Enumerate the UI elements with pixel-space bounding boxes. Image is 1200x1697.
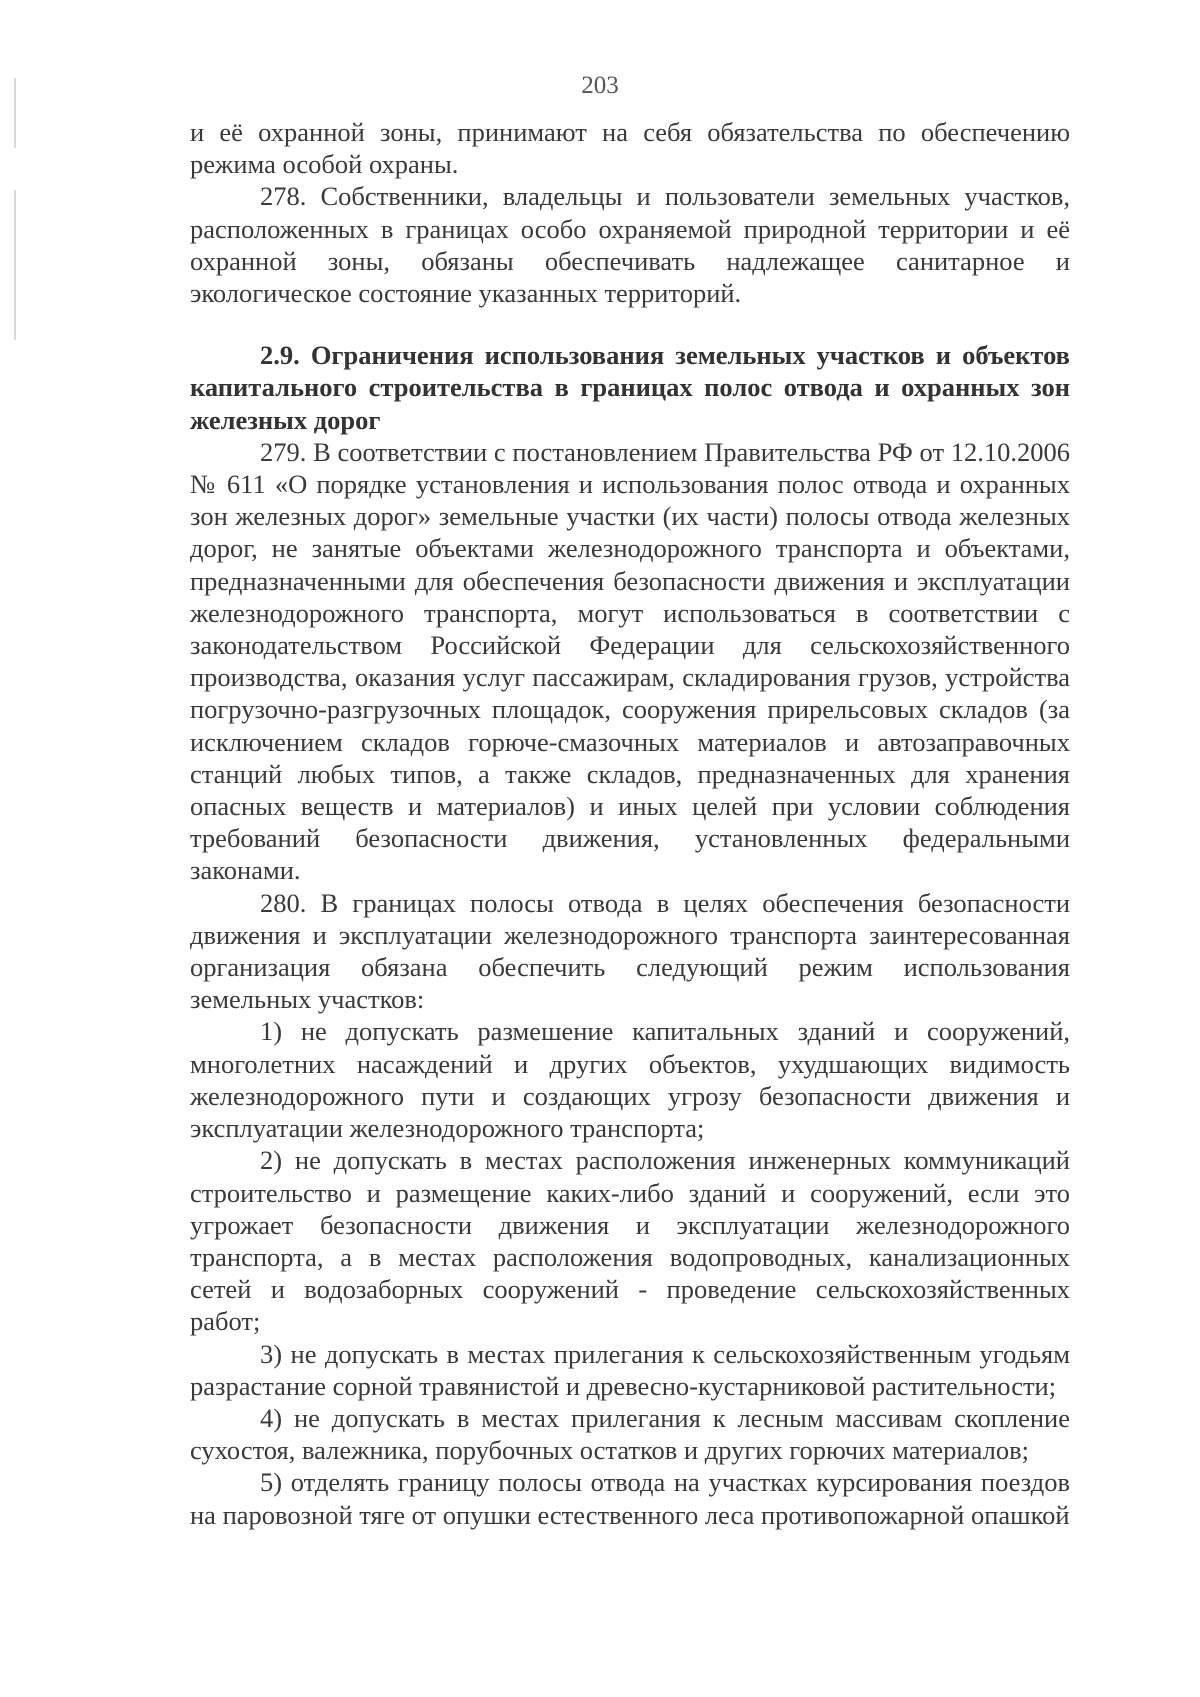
list-item-2: 2) не допускать в местах расположения инженерных коммуникаций строительство и размещение каких-либо зданий и сооружений, если это угрожает безопасности движения и эксплуатации железнодорожного транспорта, а в местах расположения водопроводных, канализационных сетей и водозаборных сооружений - проведение сельскохозяйственных работ; bbox=[190, 1145, 1070, 1337]
paragraph-continuation: и её охранной зоны, принимают на себя обязательства по обеспечению режима особой охраны. bbox=[190, 117, 1070, 180]
list-item-4: 4) не допускать в местах прилегания к лесным массивам скопление сухостоя, валежника, порубочных остатков и других горючих материалов; bbox=[190, 1402, 1070, 1466]
document-body bbox=[190, 116, 1070, 1531]
list-item-3: 3) не допускать в местах прилегания к сельскохозяйственным угодьям разрастание сорной травянистой и древесно-кустарниковой растительности; bbox=[190, 1338, 1070, 1401]
section-heading: 2.9. Ограничения использования земельных участков и объектов капитального строительства в границах полос отвода и охранных зон железных дорог bbox=[190, 340, 1070, 435]
list-item-5: 5) отделять границу полосы отвода на участках курсирования поездов на паровозной тяге от опушки естественного леса противопожарной опашкой bbox=[190, 1467, 1070, 1530]
page-number: 203 bbox=[581, 72, 619, 99]
paragraph-279: 279. В соответствии с постановлением Правительства РФ от 12.10.2006 № 611 «О порядке установления и использования полос отвода и охранных зон железных дорог» земельные участки (их части) полосы отвода железных дорог, не занятые объектами железнодорожного транспорта и объектами, предназначенными для обеспечения безопасности движения и эксплуатации железнодорожного транспорта, могут использоваться в соответствии с законодательством Российской Федерации для сельскохозяйственного производства, оказания услуг пассажирам, складирования грузов, устройства погрузочно-разгрузочных площадок, сооружения прирельсовых складов (за исключением складов горюче-смазочных материалов и автозаправочных станций любых типов, а также складов, предназначенных для хранения опасных веществ и материалов) и иных целей при условии соблюдения требований безопасности движения, установленных федеральными законами. bbox=[190, 436, 1070, 886]
paragraph-278: 278. Собственники, владельцы и пользователи земельных участков, расположенных в границах особо охраняемой природной территории и её охранной зоны, обязаны обеспечивать надлежащее санитарное и экологическое состояние указанных территорий. bbox=[190, 181, 1070, 309]
list-item-1: 1) не допускать размешение капитальных зданий и сооружений, многолетних насаждений и других объектов, ухудшающих видимость железнодорожного пути и создающих угрозу безопасности движения и эксплуатации железнодорожного транспорта; bbox=[190, 1016, 1070, 1144]
paragraph-280: 280. В границах полосы отвода в целях обеспечения безопасности движения и эксплуатации железнодорожного транспорта заинтересованная организация обязана обеспечить следующий режим использования земельных участков: bbox=[190, 887, 1070, 1015]
scan-edge-mark bbox=[14, 190, 16, 340]
